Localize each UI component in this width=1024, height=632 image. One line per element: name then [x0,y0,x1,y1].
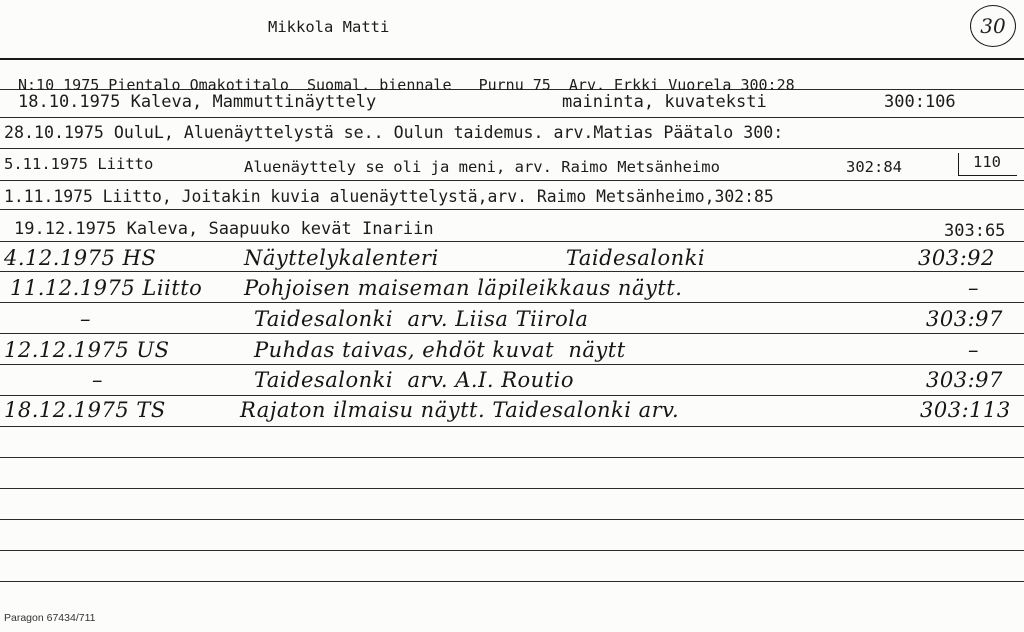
ruled-line [0,550,1024,551]
ruled-line [0,302,1024,303]
card-name: Mikkola Matti [268,18,390,36]
hand-entry-3-ref: 303:97 [926,307,1003,331]
boxed-number [958,153,1017,176]
typed-entry-2-title: maininta, kuvateksti [562,92,767,112]
ruled-line [0,364,1024,365]
ruled-line [0,148,1024,149]
hand-entry-5-text: Taidesalonki arv. A.I. Routio [254,368,575,392]
card-footer-print: Paragon 67434/711 [4,612,96,624]
hand-entry-3-text: Taidesalonki arv. Liisa Tiirola [254,307,589,331]
ruled-line [0,333,1024,334]
typed-entry-5: 1.11.1975 Liitto, Joitakin kuvia aluenäyttelystä,arv. Raimo Metsänheimo,302:85 [4,187,774,206]
hand-entry-1-text: Näyttelykalenteri [244,246,439,270]
ruled-line [0,395,1024,396]
ruled-line [0,209,1024,210]
hand-entry-3-date: – [80,307,91,331]
ruled-line [0,117,1024,118]
hand-entry-2-text: Pohjoisen maiseman läpileikkaus näytt. [244,276,683,300]
hand-entry-6-ref: 303:113 [920,398,1011,422]
boxed-number-text: 110 [973,153,1001,171]
ruled-line [0,241,1024,242]
hand-entry-6-date: 18.12.1975 TS [4,398,166,422]
ruled-line [0,581,1024,582]
typed-entry-6-ref: 303:65 [944,221,1006,241]
typed-entry-4-ref: 302:84 [846,158,902,176]
hand-entry-5-ref: 303:97 [926,368,1003,392]
ruled-line [0,488,1024,489]
hand-entry-5-date: – [92,368,103,392]
typed-entry-2-ref: 300:106 [884,92,956,112]
hand-entry-1-ref: 303:92 [918,246,995,270]
hand-entry-4-date: 12.12.1975 US [4,338,170,362]
typed-entry-1: N:10 1975 Pientalo Omakotitalo Suomal. biennale Purnu 75 Arv. Erkki Vuorela 300:28 [18,76,795,94]
hand-entry-4-text: Puhdas taivas, ehdöt kuvat näytt [254,338,626,362]
ruled-line [0,426,1024,427]
hand-entry-2-date: 11.12.1975 Liitto [10,276,203,300]
ruled-line [0,180,1024,181]
typed-entry-2-date-source: 18.10.1975 Kaleva, Mammuttinäyttely [18,92,377,112]
typed-entry-4-date-source: 5.11.1975 Liitto [4,155,154,173]
ruled-line [0,457,1024,458]
header-rule [0,58,1024,60]
typed-entry-4-title: Aluenäyttely se oli ja meni, arv. Raimo Metsänheimo [244,158,720,176]
hand-entry-2-ref: – [968,276,979,300]
card-number: 30 [980,14,1006,38]
hand-entry-1-date: 4.12.1975 HS [4,246,157,270]
ruled-line [0,519,1024,520]
card-number-circle [970,5,1016,47]
hand-entry-1-extra: Taidesalonki [566,246,706,270]
typed-entry-3: 28.10.1975 OuluL, Aluenäyttelystä se.. Oulun taidemus. arv.Matias Päätalo 300: [4,123,784,142]
ruled-line [0,271,1024,272]
hand-entry-6-text: Rajaton ilmaisu näytt. Taidesalonki arv. [240,398,680,422]
hand-entry-4-ref: – [968,338,979,362]
typed-entry-6-date-source: 19.12.1975 Kaleva, Saapuuko kevät Inariin [14,219,434,239]
